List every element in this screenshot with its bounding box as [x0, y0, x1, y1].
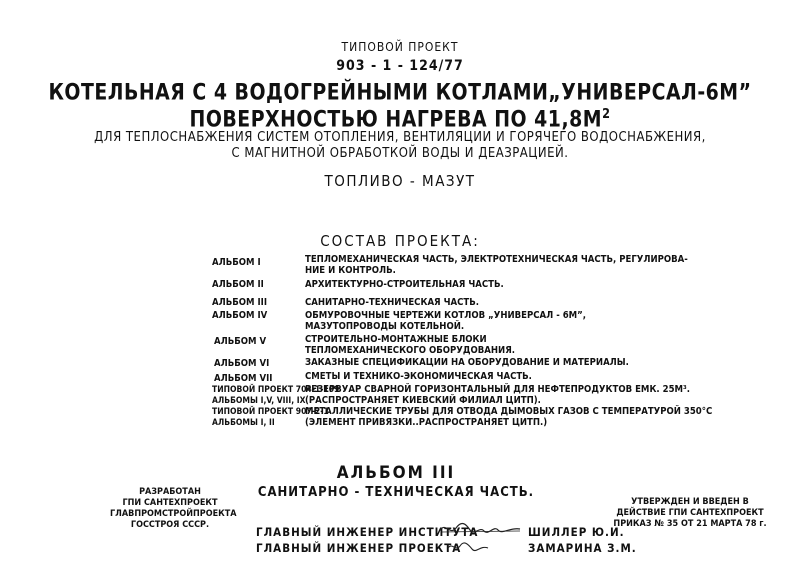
- album-description: ЗАКАЗНЫЕ СПЕЦИФИКАЦИИ НА ОБОРУДОВАНИЕ И МАТЕРИАЛЫ.: [305, 357, 629, 368]
- signature-name: ЗАМАРИНА З.М.: [528, 541, 637, 555]
- fuel-label: ТОПЛИВО - МАЗУТ: [324, 172, 476, 190]
- main-title-line2: ПОВЕРХНОСТЬЮ НАГРЕВА ПО $41,8М^2$: [189, 105, 611, 132]
- signature-role: ГЛАВНЫЙ ИНЖЕНЕР ИНСТИТУТА: [256, 525, 479, 539]
- album-label: АЛЬБОМ VII: [214, 373, 273, 384]
- project-type-label: ТИПОВОЙ ПРОЕКТ: [341, 40, 459, 54]
- album-label: АЛЬБОМ VI: [214, 358, 270, 369]
- album-label: АЛЬБОМ IV: [212, 310, 268, 321]
- album-label: АЛЬБОМ III: [212, 297, 268, 308]
- signature-role: ГЛАВНЫЙ ИНЖЕНЕР ПРОЕКТА: [256, 541, 462, 555]
- album-description: СТРОИТЕЛЬНО-МОНТАЖНЫЕ БЛОКИ ТЕПЛОМЕХАНИЧЕСКОГО ОБОРУДОВАНИЯ.: [305, 334, 516, 356]
- album-description: ОБМУРОВОЧНЫЕ ЧЕРТЕЖИ КОТЛОВ „УНИВЕРСАЛ - 6М”, МАЗУТОПРОВОДЫ КОТЕЛЬНОЙ.: [305, 310, 587, 332]
- album-title: АЛЬБОМ III: [336, 463, 456, 483]
- handwritten-signature: [436, 518, 526, 558]
- album-label: ТИПОВОЙ ПРОЕКТ 704-1-109 АЛЬБОМЫ I,V, VIII, IX: [212, 385, 340, 406]
- approval-block: УТВЕРЖДЕН И ВВЕДЕН В ДЕЙСТВИЕ ГПИ САНТЕХПРОЕКТ ПРИКАЗ № 35 ОТ 21 МАРТА 78 г.: [613, 497, 767, 529]
- album-label: АЛЬБОМ I: [212, 257, 261, 268]
- signature-name: ШИЛЛЕР Ю.И.: [528, 525, 625, 539]
- album-label: АЛЬБОМ II: [212, 279, 264, 290]
- subtitle-line1: ДЛЯ ТЕПЛОСНАБЖЕНИЯ СИСТЕМ ОТОПЛЕНИЯ, ВЕНТИЛЯЦИИ И ГОРЯЧЕГО ВОДОСНАБЖЕНИЯ,: [94, 130, 706, 145]
- album-description: САНИТАРНО-ТЕХНИЧЕСКАЯ ЧАСТЬ.: [305, 297, 479, 308]
- subtitle-line2: С МАГНИТНОЙ ОБРАБОТКОЙ ВОДЫ И ДЕАЗРАЦИЕЙ.: [231, 146, 569, 161]
- album-subtitle: САНИТАРНО - ТЕХНИЧЕСКАЯ ЧАСТЬ.: [257, 485, 535, 500]
- main-title-line1: КОТЕЛЬНАЯ С 4 ВОДОГРЕЙНЫМИ КОТЛАМИ„УНИВЕРСАЛ-6М”: [48, 79, 752, 105]
- developer-block: РАЗРАБОТАН ГПИ САНТЕХПРОЕКТ ГЛАВПРОМСТРОЙПРОЕКТА ГОССТРОЯ СССР.: [110, 487, 237, 530]
- album-description: АРХИТЕКТУРНО-СТРОИТЕЛЬНАЯ ЧАСТЬ.: [305, 279, 504, 290]
- album-description: СМЕТЫ И ТЕХНИКО-ЭКОНОМИЧЕСКАЯ ЧАСТЬ.: [305, 371, 532, 382]
- album-label: АЛЬБОМ V: [214, 336, 267, 347]
- album-description: РЕЗЕРВУАР СВАРНОЙ ГОРИЗОНТАЛЬНЫЙ ДЛЯ НЕФТЕПРОДУКТОВ ЕМК. 25М³. (РАСПРОСТРАНЯЕТ КИЕВСКИЙ ФИЛИАЛ ЦИТП).: [305, 384, 691, 406]
- album-label: ТИПОВОЙ ПРОЕКТ 907-2-1 АЛЬБОМЫ I, II: [212, 407, 329, 428]
- project-number: 903 - 1 - 124/77: [336, 58, 464, 74]
- album-description: ТЕПЛОМЕХАНИЧЕСКАЯ ЧАСТЬ, ЭЛЕКТРОТЕХНИЧЕСКАЯ ЧАСТЬ, РЕГУЛИРОВА- НИЕ И КОНТРОЛЬ.: [305, 254, 688, 276]
- album-description: МЕТАЛЛИЧЕСКИЕ ТРУБЫ ДЛЯ ОТВОДА ДЫМОВЫХ ГАЗОВ С ТЕМПЕРАТУРОЙ 350°С (ЭЛЕМЕНТ ПРИВЯЗКИ..РАСПРОСТРАНЯЕТ ЦИТП.): [305, 406, 713, 428]
- composition-heading: СОСТАВ ПРОЕКТА:: [320, 232, 480, 250]
